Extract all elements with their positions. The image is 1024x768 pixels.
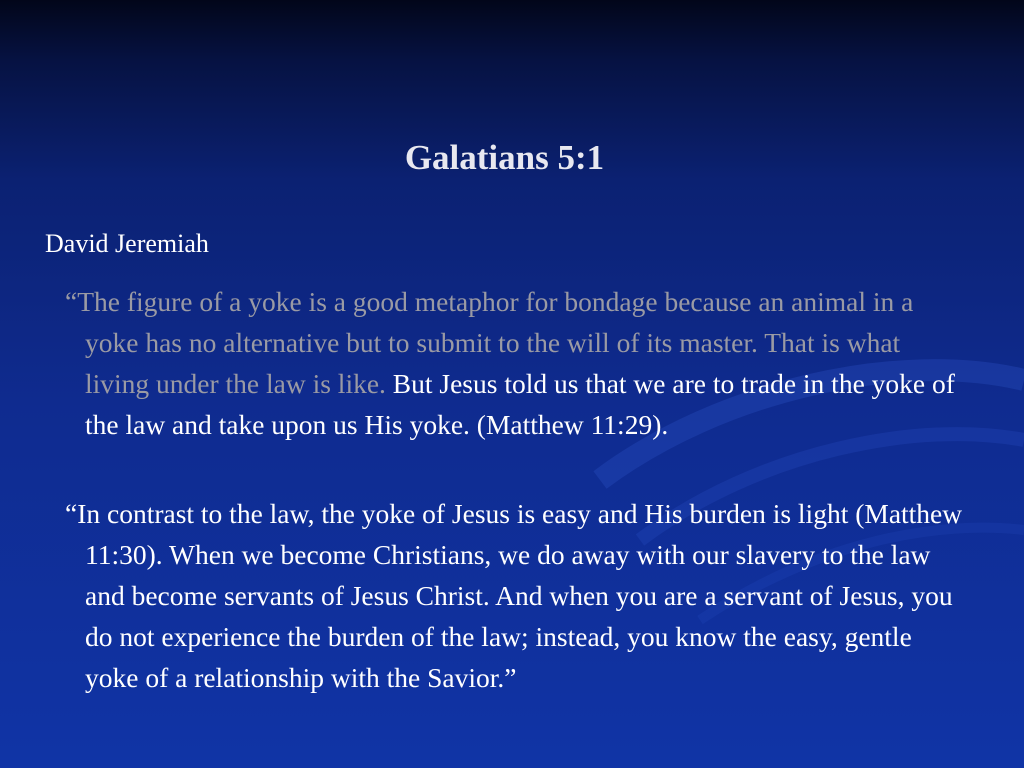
slide-title: Galatians 5:1: [404, 138, 605, 177]
quote-paragraph-1: [65, 281, 965, 445]
quote-1-gray-text: The figure of a yoke is a good metaphor for bondage because an animal in a yoke has no alternative but to submit to the will of its master. That is what living under the law is like.: [77, 286, 914, 399]
quote-1-white-text: But Jesus told us that we are to trade in the yoke of the law and take upon us His yoke. (Matthew 11:29).: [85, 368, 955, 440]
quote-paragraph-2: “In contrast to the law, the yoke of Jesus is easy and His burden is light (Matthew 11:30). When we become Christians, we do away with our slavery to the law and become servants of Jesus Christ. And when you are a servant of Jesus, you do not experience the burden of the law; instead, you know the easy, gentle yoke of a relationship with the Savior.”: [65, 498, 963, 693]
author-name: David Jeremiah: [45, 229, 209, 258]
quote-1-open-mark: “: [65, 286, 78, 317]
